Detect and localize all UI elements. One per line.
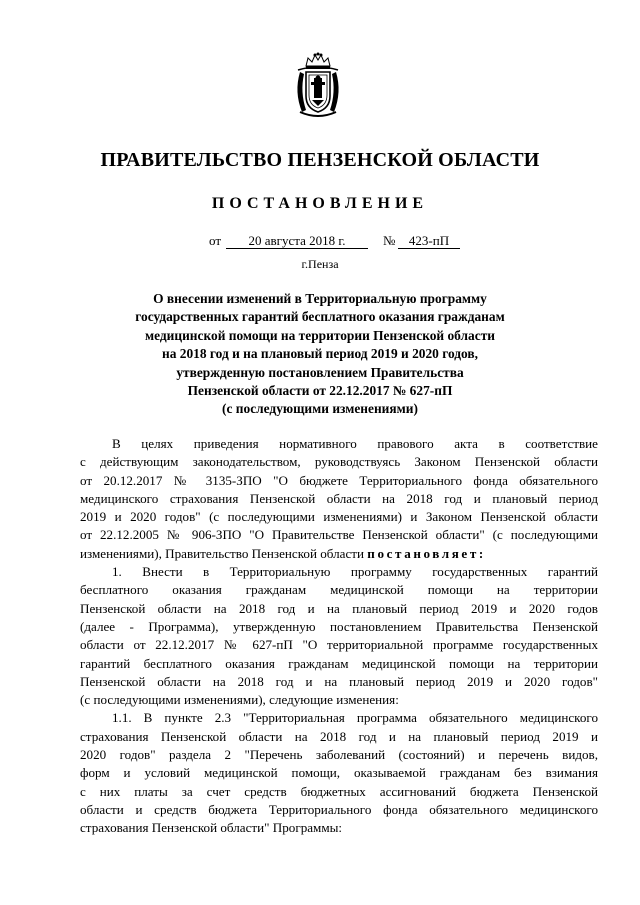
body-line: В целях приведения нормативного правового акта в соответствие: [112, 436, 598, 451]
body-line: от 20.12.2017 № 3135-ЗПО "О бюджете Территориального фонда обязательного: [80, 472, 598, 488]
body-line: 2020 годов" раздела 2 "Перечень заболеваний (состояний) и перечень видов,: [80, 747, 598, 763]
body-line: 2019 и 2020 годов" (с последующими изменениями) и Законом Пензенской области: [80, 509, 598, 525]
document-heading: [100, 290, 540, 419]
body-line: форм и условий медицинской помощи, оказываемой гражданам без взимания: [80, 765, 598, 781]
city-name: г.Пенза: [301, 257, 339, 271]
heading-line: медицинской помощи на территории Пензенской области: [145, 327, 495, 343]
body-line: медицинского страхования Пензенской области на 2018 год и плановый период: [80, 490, 598, 506]
date-prefix: от: [209, 233, 222, 248]
body-line: от 22.12.2005 № 906-ЗПО "О Правительстве Пензенской области" (с последующими: [80, 527, 598, 543]
body-line: гарантий бесплатного оказания гражданам медицинской помощи на территории: [80, 655, 598, 671]
body-line: [80, 545, 598, 563]
document-date: 20 августа 2018 г.: [226, 233, 368, 249]
body-line: Пензенской области на 2018 год и на плановый период 2019 и 2020 годов: [80, 600, 598, 616]
body-line: страхования Пензенской области на 2018 год и на плановый период 2019 и: [80, 728, 598, 744]
number-prefix: №: [383, 233, 396, 248]
body-line: 1. Внести в Территориальную программу государственных гарантий: [112, 564, 598, 580]
body-line: области от 22.12.2017 № 627-пП "О территориальной программе государственных: [80, 637, 598, 653]
document-type: ПОСТАНОВЛЕНИЕ: [211, 195, 429, 212]
heading-line: государственных гарантий бесплатного оказания гражданам: [135, 309, 505, 325]
body-line: с них платы за счет средств бюджетных ассигнований бюджета Пензенской: [80, 783, 598, 799]
body-line: с действующим законодательством, руководствуясь Законом Пензенской области: [80, 454, 598, 470]
body-line: 1.1. В пункте 2.3 "Территориальная программа обязательного медицинского: [112, 710, 598, 726]
body-line: страхования Пензенской области" Программы:: [80, 820, 343, 836]
body-line: бесплатного оказания гражданам медицинской помощи на территории: [80, 582, 598, 598]
body-line: области и средств бюджета Территориального фонда обязательного медицинского: [80, 801, 598, 817]
body-line: Пензенской области на 2018 год и на плановый период 2019 и 2020 годов": [80, 673, 598, 689]
body-line-text: изменениями), Правительство Пензенской области: [80, 545, 365, 561]
body-line: (с последующими изменениями), следующие изменения:: [80, 692, 399, 708]
resolves-word: постановляет:: [367, 545, 486, 561]
heading-line: утвержденную постановлением Правительства: [176, 364, 464, 380]
heading-line: на 2018 год и на плановый период 2019 и 2020 годов,: [162, 346, 478, 362]
heading-line: О внесении изменений в Территориальную программу: [153, 291, 487, 306]
heading-line: (с последующими изменениями): [222, 401, 418, 417]
date-number-line: [0, 233, 640, 251]
government-title: ПРАВИТЕЛЬСТВО ПЕНЗЕНСКОЙ ОБЛАСТИ: [100, 149, 540, 171]
document-body: [80, 435, 598, 838]
body-line: (далее - Программа), утвержденную постановлением Правительства Пензенской: [80, 618, 598, 634]
coat-of-arms-icon: [292, 52, 344, 118]
heading-line: Пензенской области от 22.12.2017 № 627-пП: [187, 383, 453, 399]
document-number: 423-пП: [398, 233, 460, 249]
